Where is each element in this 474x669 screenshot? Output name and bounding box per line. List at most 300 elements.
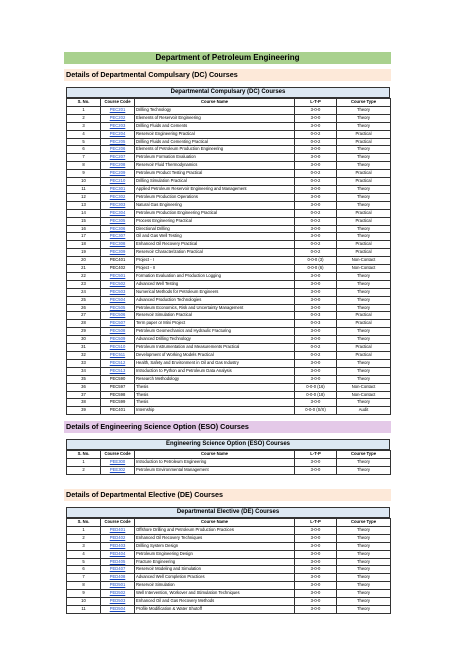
course-code-link[interactable]: PEC208 — [109, 162, 126, 168]
serial-number: 2 — [67, 534, 101, 542]
course-name: Elements of Reservoir Engineering — [135, 114, 295, 122]
course-code — [101, 359, 135, 367]
course-code — [101, 241, 135, 249]
course-name: Petroleum Engineering Design — [135, 550, 295, 558]
course-code — [101, 257, 135, 265]
serial-number: 37 — [67, 391, 101, 399]
course-type: Practical — [337, 130, 391, 138]
course-name: Elements of Petroleum Production Engineering — [135, 146, 295, 154]
serial-number: 6 — [67, 566, 101, 574]
col-header-name: Course Name — [135, 99, 295, 107]
course-code — [101, 122, 135, 130]
course-name: Advanced Production Technologies — [135, 296, 295, 304]
course-code-link[interactable]: PED408 — [109, 574, 126, 580]
course-code — [101, 542, 135, 550]
course-name: Numerical Methods for Petroleum Engineers — [135, 288, 295, 296]
table-row — [67, 106, 391, 114]
course-type: Theory — [337, 542, 391, 550]
course-name: Drilling Technology — [135, 106, 295, 114]
ltp-value: 0-0-2 — [295, 130, 337, 138]
course-code-link[interactable]: PEC508 — [109, 328, 126, 334]
course-type: Theory — [337, 146, 391, 154]
ltp-value: 3-0-0 — [295, 154, 337, 162]
course-type: Theory — [337, 590, 391, 598]
course-code-link: PEC401 — [109, 407, 126, 413]
ltp-value: 0-0-0 (3) — [295, 257, 337, 265]
course-code-link[interactable]: PED407 — [109, 566, 126, 572]
ltp-value: 3-0-0 — [295, 590, 337, 598]
course-name: Enhanced Oil and Gas Recovery Methods — [135, 598, 295, 606]
course-type: Theory — [337, 225, 391, 233]
eso-table — [66, 450, 391, 475]
course-code — [101, 375, 135, 383]
ltp-value: 0-0-2 — [295, 344, 337, 352]
table-row — [67, 566, 391, 574]
course-name: Introduction to Petroleum Engineering — [135, 459, 295, 467]
serial-number: 35 — [67, 375, 101, 383]
ltp-value: 3-0-0 — [295, 566, 337, 574]
course-code — [101, 201, 135, 209]
course-code-link[interactable]: PED404 — [109, 550, 126, 556]
course-type: Theory — [337, 550, 391, 558]
serial-number: 30 — [67, 336, 101, 344]
serial-number: 5 — [67, 138, 101, 146]
serial-number: 25 — [67, 296, 101, 304]
ltp-value: 3-0-0 — [295, 605, 337, 613]
course-type: Practical — [337, 241, 391, 249]
course-name: Internship — [135, 407, 295, 415]
course-code-link[interactable]: PEC305 — [109, 217, 126, 223]
course-code — [101, 130, 135, 138]
course-type: Practical — [337, 249, 391, 257]
course-name: Reservoir Simulation — [135, 582, 295, 590]
table-row — [67, 241, 391, 249]
course-code-link[interactable]: PEC306 — [109, 225, 126, 231]
course-code — [101, 391, 135, 399]
course-code-link[interactable]: PEC507 — [109, 320, 126, 326]
ltp-value: 3-0-0 — [295, 375, 337, 383]
serial-number: 1 — [67, 526, 101, 534]
course-code — [101, 352, 135, 360]
course-code-link[interactable]: PED402 — [109, 534, 126, 540]
dc-table-body — [67, 106, 391, 414]
course-code-link[interactable]: PED503 — [109, 598, 126, 604]
course-code — [101, 138, 135, 146]
course-code-link[interactable]: PEC210 — [109, 178, 126, 184]
course-code-link[interactable]: PED403 — [109, 542, 126, 548]
ltp-value: 0-0-2 — [295, 170, 337, 178]
course-type: Theory — [337, 598, 391, 606]
serial-number: 33 — [67, 359, 101, 367]
ltp-value: 0-0-2 — [295, 352, 337, 360]
course-name: Project - II — [135, 265, 295, 273]
course-code-link[interactable]: PEC307 — [109, 233, 126, 239]
table-row — [67, 146, 391, 154]
course-code — [101, 459, 135, 467]
course-code-link[interactable]: PED405 — [109, 558, 126, 564]
course-code — [101, 217, 135, 225]
course-code-link: PEC597 — [109, 383, 126, 389]
course-code-link[interactable]: PEC513 — [109, 367, 126, 373]
table-row — [67, 550, 391, 558]
course-code — [101, 233, 135, 241]
course-type: Theory — [337, 193, 391, 201]
col-header-code: Course Code — [101, 451, 135, 459]
ltp-value: 0-0-2 — [295, 249, 337, 257]
course-name: Drilling Fluids and Cements — [135, 122, 295, 130]
course-code — [101, 209, 135, 217]
serial-number: 23 — [67, 280, 101, 288]
serial-number: 8 — [67, 162, 101, 170]
course-code — [101, 550, 135, 558]
course-type: Practical — [337, 178, 391, 186]
col-header-sno: S. No. — [67, 99, 101, 107]
course-type: Non-Contact — [337, 265, 391, 273]
serial-number: 32 — [67, 352, 101, 360]
table-row — [67, 328, 391, 336]
course-code — [101, 566, 135, 574]
course-name: Offshore Drilling and Petroleum Production Practices — [135, 526, 295, 534]
table-header-row — [67, 99, 391, 107]
course-type: Non-Contact — [337, 257, 391, 265]
course-code-link[interactable]: PEC302 — [109, 193, 126, 199]
course-code-link[interactable]: PEC503 — [109, 288, 126, 294]
course-name: Formation Evaluation and Production Logging — [135, 272, 295, 280]
table-row — [67, 320, 391, 328]
eso-table-caption: Engineering Science Option (ESO) Courses — [66, 439, 390, 450]
course-type: Theory — [337, 304, 391, 312]
col-header-sno: S. No. — [67, 451, 101, 459]
course-type: Theory — [337, 185, 391, 193]
course-name: Advanced Drilling Technology — [135, 336, 295, 344]
course-name: Reservoir Characterization Practical — [135, 249, 295, 257]
ltp-value: 3-0-0 — [295, 106, 337, 114]
course-code — [101, 383, 135, 391]
table-row — [67, 336, 391, 344]
ltp-value: 0-0-2 — [295, 217, 337, 225]
course-name: Advanced Well Testing — [135, 280, 295, 288]
course-name: Project - I — [135, 257, 295, 265]
document-page — [64, 52, 391, 614]
course-type: Theory — [337, 526, 391, 534]
course-type: Theory — [337, 328, 391, 336]
serial-number: 28 — [67, 320, 101, 328]
table-row — [67, 558, 391, 566]
serial-number: 1 — [67, 459, 101, 467]
serial-number: 7 — [67, 574, 101, 582]
table-row — [67, 459, 391, 467]
course-type: Theory — [337, 566, 391, 574]
course-code-link: PEC599 — [109, 399, 126, 405]
serial-number: 4 — [67, 550, 101, 558]
course-type: Theory — [337, 336, 391, 344]
course-code-link[interactable]: PEC309 — [109, 249, 126, 255]
serial-number: 7 — [67, 154, 101, 162]
ltp-value: 0-0-0 (6) — [295, 265, 337, 273]
course-code — [101, 407, 135, 415]
course-code-link[interactable]: PEC511 — [109, 352, 126, 357]
course-name: Fracture Engineering — [135, 558, 295, 566]
course-code — [101, 162, 135, 170]
ltp-value: 3-0-0 — [295, 272, 337, 280]
course-type: Practical — [337, 320, 391, 328]
course-name: Petroleum Product Testing Practical — [135, 170, 295, 178]
course-code — [101, 534, 135, 542]
table-row — [67, 352, 391, 360]
course-name: Introduction to Python and Petroleum Data Analysis — [135, 367, 295, 375]
course-code-link[interactable]: PEE300 — [109, 459, 126, 465]
dc-table — [66, 98, 391, 415]
serial-number: 15 — [67, 217, 101, 225]
course-code — [101, 170, 135, 178]
course-code-link[interactable]: PED501 — [109, 582, 126, 588]
dc-table-wrap — [66, 87, 390, 415]
serial-number: 12 — [67, 193, 101, 201]
course-code-link[interactable]: PEC504 — [109, 296, 126, 302]
course-code — [101, 526, 135, 534]
course-code — [101, 272, 135, 280]
de-table-wrap — [66, 507, 390, 614]
course-name: Drilling System Design — [135, 542, 295, 550]
ltp-value: 3-0-0 — [295, 467, 337, 475]
course-name: Drilling Simulation Practical — [135, 178, 295, 186]
course-code-link[interactable]: PEC206 — [109, 146, 126, 152]
course-code-link[interactable]: PEC512 — [109, 359, 126, 365]
course-type: Theory — [337, 467, 391, 475]
course-name: Advanced Well Completion Practices — [135, 574, 295, 582]
de-section-heading: Details of Departmental Elective (DE) Courses — [64, 489, 391, 501]
table-row — [67, 130, 391, 138]
ltp-value: 3-0-0 — [295, 574, 337, 582]
course-type: Practical — [337, 170, 391, 178]
course-code-link[interactable]: PEC304 — [109, 209, 126, 215]
table-row — [67, 375, 391, 383]
course-code-link: PEC598 — [109, 391, 126, 397]
course-name: Reservoir Simulation Practical — [135, 312, 295, 320]
serial-number: 11 — [67, 605, 101, 613]
course-code-link[interactable]: PEC506 — [109, 312, 126, 318]
ltp-value: 3-0-0 — [295, 542, 337, 550]
course-name: Natural Gas Engineering — [135, 201, 295, 209]
course-type: Audit — [337, 407, 391, 415]
course-name: Petroleum Formation Evaluation — [135, 154, 295, 162]
serial-number: 20 — [67, 257, 101, 265]
table-row — [67, 201, 391, 209]
table-row — [67, 280, 391, 288]
course-type: Theory — [337, 272, 391, 280]
course-code — [101, 178, 135, 186]
course-code-link[interactable]: PEC509 — [109, 336, 126, 342]
ltp-value: 3-0-0 — [295, 558, 337, 566]
ltp-value: 3-0-0 — [295, 328, 337, 336]
course-type: Theory — [337, 359, 391, 367]
col-header-type: Course Type — [337, 99, 391, 107]
course-code — [101, 336, 135, 344]
course-name: Applied Petroleum Reservoir Engineering and Management — [135, 185, 295, 193]
course-type: Theory — [337, 296, 391, 304]
serial-number: 3 — [67, 122, 101, 130]
ltp-value: 0-0-2 — [295, 241, 337, 249]
serial-number: 26 — [67, 304, 101, 312]
table-row — [67, 312, 391, 320]
course-code — [101, 225, 135, 233]
course-code — [101, 312, 135, 320]
serial-number: 18 — [67, 241, 101, 249]
course-code — [101, 185, 135, 193]
course-name: Directional Drilling — [135, 225, 295, 233]
course-code — [101, 296, 135, 304]
serial-number: 39 — [67, 407, 101, 415]
course-code — [101, 467, 135, 475]
course-type: Theory — [337, 605, 391, 613]
serial-number: 8 — [67, 582, 101, 590]
ltp-value: 0-0-0 (18) — [295, 391, 337, 399]
table-row — [67, 114, 391, 122]
course-name: Research Methodology — [135, 375, 295, 383]
ltp-value: 3-0-0 — [295, 526, 337, 534]
course-code-link[interactable]: PED504 — [109, 605, 126, 611]
course-type: Practical — [337, 312, 391, 320]
course-type: Theory — [337, 122, 391, 130]
ltp-value: 3-0-0 — [295, 185, 337, 193]
ltp-value: 3-0-0 — [295, 550, 337, 558]
ltp-value: 3-0-0 — [295, 162, 337, 170]
table-row — [67, 598, 391, 606]
course-code-link[interactable]: PEC201 — [109, 106, 126, 112]
course-code — [101, 288, 135, 296]
serial-number: 29 — [67, 328, 101, 336]
table-row — [67, 399, 391, 407]
col-header-code: Course Code — [101, 518, 135, 526]
course-code — [101, 598, 135, 606]
course-code — [101, 399, 135, 407]
table-row — [67, 467, 391, 475]
serial-number: 31 — [67, 344, 101, 352]
table-header-row — [67, 518, 391, 526]
course-name: Drilling Fluids and Cementing Practical — [135, 138, 295, 146]
course-type: Theory — [337, 558, 391, 566]
table-row — [67, 122, 391, 130]
course-code-link[interactable]: PEC510 — [109, 344, 126, 350]
serial-number: 5 — [67, 558, 101, 566]
course-type: Theory — [337, 534, 391, 542]
table-row — [67, 344, 391, 352]
table-row — [67, 170, 391, 178]
ltp-value: 0-0-3 — [295, 312, 337, 320]
course-code — [101, 114, 135, 122]
course-code-link[interactable]: PEC502 — [109, 280, 126, 286]
course-type: Theory — [337, 154, 391, 162]
course-code — [101, 367, 135, 375]
course-code-link[interactable]: PEC205 — [109, 138, 126, 144]
course-code-link[interactable]: PEC308 — [109, 241, 126, 247]
serial-number: 10 — [67, 598, 101, 606]
course-code-link[interactable]: PED502 — [109, 590, 126, 596]
ltp-value: 0-0-2 — [295, 209, 337, 217]
course-name: Reservoir Modeling and Simulation — [135, 566, 295, 574]
de-table-caption: Departmental Elective (DE) Courses — [66, 507, 390, 518]
eso-table-body — [67, 459, 391, 475]
course-code-link[interactable]: PEC207 — [109, 154, 126, 160]
course-type: Theory — [337, 201, 391, 209]
course-code-link[interactable]: PEC203 — [109, 122, 126, 128]
table-row — [67, 193, 391, 201]
course-name: Petroleum Economics, Risk and Uncertainty Management — [135, 304, 295, 312]
table-row — [67, 178, 391, 186]
serial-number: 2 — [67, 114, 101, 122]
table-row — [67, 359, 391, 367]
course-code-link[interactable]: PEC209 — [109, 170, 126, 176]
course-type: Practical — [337, 209, 391, 217]
ltp-value: 0-0-0 (S/X) — [295, 407, 337, 415]
course-code-link[interactable]: PED401 — [109, 526, 126, 532]
table-row — [67, 233, 391, 241]
course-name: Profile Modification & Water Shutoff — [135, 605, 295, 613]
table-row — [67, 288, 391, 296]
department-title: Department of Petroleum Engineering — [64, 52, 391, 64]
course-code-link[interactable]: PEC501 — [109, 272, 126, 278]
course-name: Enhanced Oil Recovery Practical — [135, 241, 295, 249]
ltp-value: 3-0-0 — [295, 598, 337, 606]
course-code-link: PEC402 — [109, 265, 126, 271]
table-row — [67, 185, 391, 193]
course-type: Theory — [337, 162, 391, 170]
course-name: Enhanced Oil Recovery Techniques — [135, 534, 295, 542]
ltp-value: 3-0-0 — [295, 304, 337, 312]
serial-number: 3 — [67, 542, 101, 550]
table-row — [67, 225, 391, 233]
serial-number: 16 — [67, 225, 101, 233]
serial-number: 4 — [67, 130, 101, 138]
course-code-link[interactable]: PEE302 — [109, 467, 126, 473]
table-row — [67, 296, 391, 304]
course-code-link[interactable]: PEC301 — [109, 185, 126, 191]
col-header-name: Course Name — [135, 451, 295, 459]
serial-number: 9 — [67, 590, 101, 598]
table-row — [67, 582, 391, 590]
ltp-value: 0-0-3 — [295, 320, 337, 328]
course-code — [101, 265, 135, 273]
course-code-link[interactable]: PEC303 — [109, 201, 126, 207]
course-type: Theory — [337, 280, 391, 288]
ltp-value: 3-0-0 — [295, 122, 337, 130]
table-row — [67, 383, 391, 391]
table-row — [67, 590, 391, 598]
table-row — [67, 257, 391, 265]
ltp-value: 3-0-0 — [295, 582, 337, 590]
table-header-row — [67, 451, 391, 459]
course-name: Thesis — [135, 391, 295, 399]
ltp-value: 3-0-0 — [295, 114, 337, 122]
course-name: Petroleum Instrumentation and Measurements Practical — [135, 344, 295, 352]
table-row — [67, 217, 391, 225]
course-code — [101, 344, 135, 352]
course-name: Petroleum Geomechanics and Hydraulic Fracturing — [135, 328, 295, 336]
table-row — [67, 249, 391, 257]
serial-number: 34 — [67, 367, 101, 375]
course-name: Petroleum Environmental Management — [135, 467, 295, 475]
col-header-name: Course Name — [135, 518, 295, 526]
ltp-value: 0-0-0 (16) — [295, 383, 337, 391]
course-code-link[interactable]: PEC204 — [109, 130, 126, 136]
table-row — [67, 574, 391, 582]
col-header-sno: S. No. — [67, 518, 101, 526]
course-code-link[interactable]: PEC202 — [109, 114, 126, 120]
course-code-link[interactable]: PEC505 — [109, 304, 126, 310]
course-name: Thesis — [135, 399, 295, 407]
serial-number: 6 — [67, 146, 101, 154]
course-type: Theory — [337, 582, 391, 590]
